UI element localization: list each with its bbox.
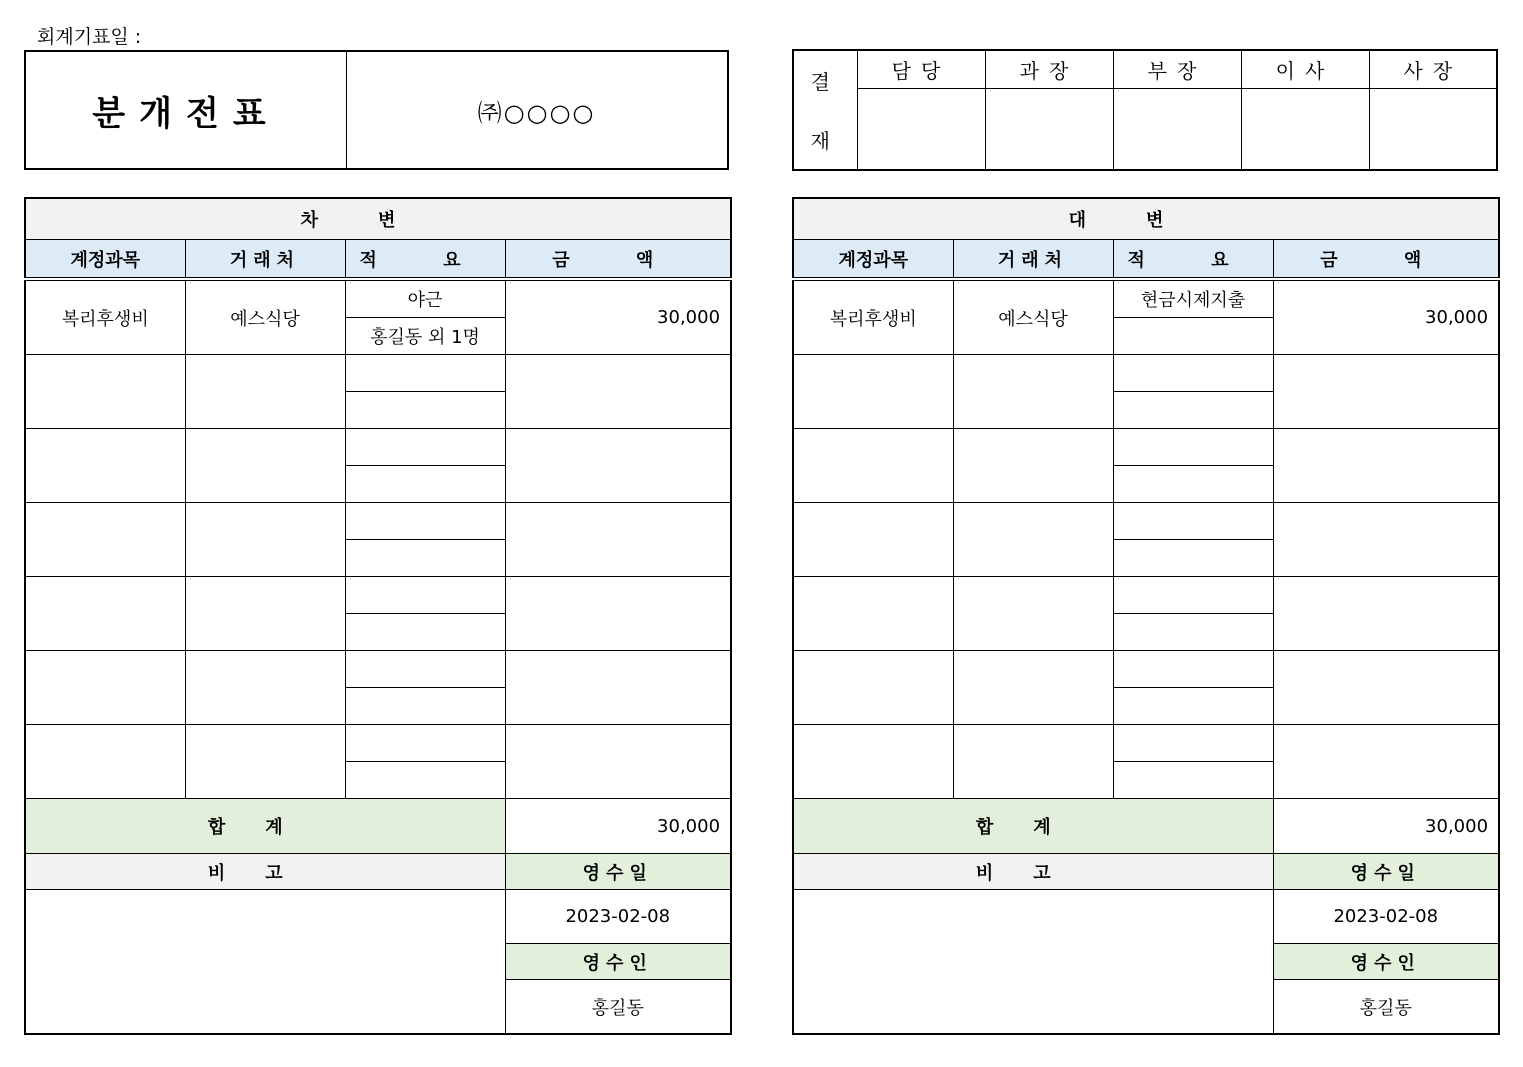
debit-row-summary[interactable] bbox=[345, 762, 505, 799]
debit-row-account[interactable] bbox=[25, 355, 185, 429]
credit-row-vendor[interactable] bbox=[953, 355, 1113, 429]
credit-memo-label: 비고 bbox=[793, 854, 1273, 890]
credit-row-vendor[interactable] bbox=[953, 725, 1113, 799]
credit-receiver[interactable]: 홍길동 bbox=[1273, 980, 1499, 1035]
credit-row1-vendor[interactable]: 예스식당 bbox=[953, 279, 1113, 355]
credit-row-amount[interactable] bbox=[1273, 503, 1499, 577]
credit-row-account[interactable] bbox=[793, 577, 953, 651]
col-amount-header: 금 액 bbox=[505, 240, 731, 280]
col-amount-header: 금 액 bbox=[1273, 240, 1499, 280]
company-name: ㈜○○○○ bbox=[477, 98, 596, 127]
credit-row-vendor[interactable] bbox=[953, 577, 1113, 651]
col-vendor-header: 거래처 bbox=[953, 240, 1113, 280]
approval-role-president: 사장 bbox=[1369, 50, 1497, 89]
credit-row-account[interactable] bbox=[793, 429, 953, 503]
credit-row-summary[interactable] bbox=[1113, 725, 1273, 762]
debit-row-summary[interactable] bbox=[345, 651, 505, 688]
debit-row-summary[interactable] bbox=[345, 503, 505, 540]
debit-row-summary[interactable] bbox=[345, 688, 505, 725]
credit-row-account[interactable] bbox=[793, 651, 953, 725]
sign-box-manager[interactable] bbox=[985, 89, 1113, 171]
credit-row-summary[interactable] bbox=[1113, 614, 1273, 651]
credit-receipt-date-label: 영수일 bbox=[1273, 854, 1499, 890]
credit-row-summary[interactable] bbox=[1113, 540, 1273, 577]
sign-box-president[interactable] bbox=[1369, 89, 1497, 171]
approval-role-director: 부장 bbox=[1113, 50, 1241, 89]
debit-row-amount[interactable] bbox=[505, 651, 731, 725]
credit-row-summary[interactable] bbox=[1113, 577, 1273, 614]
credit-row1-account[interactable]: 복리후생비 bbox=[793, 279, 953, 355]
credit-row-amount[interactable] bbox=[1273, 429, 1499, 503]
credit-row-summary[interactable] bbox=[1113, 466, 1273, 503]
debit-row-account[interactable] bbox=[25, 429, 185, 503]
debit-row-summary[interactable] bbox=[345, 466, 505, 503]
approval-role-staff: 담당 bbox=[857, 50, 985, 89]
credit-row-amount[interactable] bbox=[1273, 577, 1499, 651]
credit-total-label: 합계 bbox=[793, 799, 1273, 854]
debit-row-amount[interactable] bbox=[505, 429, 731, 503]
debit-row-summary[interactable] bbox=[345, 577, 505, 614]
accounting-date-label: 회계기표일 : bbox=[37, 26, 142, 48]
debit-row-vendor[interactable] bbox=[185, 503, 345, 577]
debit-row1-summary-1[interactable]: 야근 bbox=[345, 279, 505, 318]
credit-receiver-label: 영수인 bbox=[1273, 944, 1499, 980]
debit-row-vendor[interactable] bbox=[185, 577, 345, 651]
debit-receipt-date[interactable]: 2023-02-08 bbox=[505, 890, 731, 944]
debit-total-label: 합계 bbox=[25, 799, 505, 854]
credit-row-summary[interactable] bbox=[1113, 688, 1273, 725]
debit-row-summary[interactable] bbox=[345, 614, 505, 651]
sign-box-director[interactable] bbox=[1113, 89, 1241, 171]
debit-row1-amount[interactable]: 30,000 bbox=[505, 279, 731, 355]
credit-total-amount: 30,000 bbox=[1273, 799, 1499, 854]
credit-row1-summary-2[interactable] bbox=[1113, 318, 1273, 355]
credit-row-summary[interactable] bbox=[1113, 651, 1273, 688]
debit-row1-account[interactable]: 복리후생비 bbox=[25, 279, 185, 355]
debit-receiver[interactable]: 홍길동 bbox=[505, 980, 731, 1035]
credit-table bbox=[792, 197, 1500, 1035]
debit-row-amount[interactable] bbox=[505, 725, 731, 799]
sign-box-staff[interactable] bbox=[857, 89, 985, 171]
page-title: 분개전표 bbox=[26, 52, 347, 168]
debit-row1-summary-2[interactable]: 홍길동 외 1명 bbox=[345, 318, 505, 355]
debit-receipt-date-label: 영수일 bbox=[505, 854, 731, 890]
credit-memo-field[interactable] bbox=[793, 890, 1273, 1035]
approval-label bbox=[793, 50, 857, 170]
debit-row-summary[interactable] bbox=[345, 355, 505, 392]
credit-row-amount[interactable] bbox=[1273, 355, 1499, 429]
debit-row-summary[interactable] bbox=[345, 429, 505, 466]
approval-table bbox=[792, 49, 1498, 171]
approval-role-manager: 과장 bbox=[985, 50, 1113, 89]
debit-row-account[interactable] bbox=[25, 651, 185, 725]
debit-row-vendor[interactable] bbox=[185, 429, 345, 503]
debit-row1-vendor[interactable]: 예스식당 bbox=[185, 279, 345, 355]
debit-table bbox=[24, 197, 732, 1035]
debit-row-account[interactable] bbox=[25, 577, 185, 651]
credit-row-vendor[interactable] bbox=[953, 651, 1113, 725]
credit-row-amount[interactable] bbox=[1273, 651, 1499, 725]
credit-title: 대변 bbox=[793, 198, 1499, 240]
col-account-header: 계정과목 bbox=[793, 240, 953, 280]
debit-receiver-label: 영수인 bbox=[505, 944, 731, 980]
sign-box-executive[interactable] bbox=[1241, 89, 1369, 171]
col-summary-header: 적 요 bbox=[345, 240, 505, 280]
approval-label-top: 결 bbox=[810, 70, 840, 94]
debit-title: 차변 bbox=[25, 198, 731, 240]
credit-receipt-date[interactable]: 2023-02-08 bbox=[1273, 890, 1499, 944]
credit-row-vendor[interactable] bbox=[953, 503, 1113, 577]
credit-row-summary[interactable] bbox=[1113, 392, 1273, 429]
debit-row-summary[interactable] bbox=[345, 392, 505, 429]
debit-row-amount[interactable] bbox=[505, 577, 731, 651]
credit-row-account[interactable] bbox=[793, 725, 953, 799]
col-vendor-header: 거래처 bbox=[185, 240, 345, 280]
debit-row-vendor[interactable] bbox=[185, 651, 345, 725]
credit-row-summary[interactable] bbox=[1113, 429, 1273, 466]
debit-row-vendor[interactable] bbox=[185, 725, 345, 799]
credit-row-summary[interactable] bbox=[1113, 762, 1273, 799]
credit-row-vendor[interactable] bbox=[953, 429, 1113, 503]
col-summary-header: 적 요 bbox=[1113, 240, 1273, 280]
debit-memo-field[interactable] bbox=[25, 890, 505, 1035]
debit-total-amount: 30,000 bbox=[505, 799, 731, 854]
credit-row-summary[interactable] bbox=[1113, 355, 1273, 392]
debit-row-account[interactable] bbox=[25, 503, 185, 577]
title-box bbox=[24, 50, 729, 170]
credit-row1-amount[interactable]: 30,000 bbox=[1273, 279, 1499, 355]
credit-row-account[interactable] bbox=[793, 503, 953, 577]
debit-row-amount[interactable] bbox=[505, 503, 731, 577]
credit-row1-summary-1[interactable]: 현금시제지출 bbox=[1113, 279, 1273, 318]
debit-row-amount[interactable] bbox=[505, 355, 731, 429]
col-account-header: 계정과목 bbox=[25, 240, 185, 280]
credit-row-account[interactable] bbox=[793, 355, 953, 429]
credit-row-summary[interactable] bbox=[1113, 503, 1273, 540]
credit-row-amount[interactable] bbox=[1273, 725, 1499, 799]
debit-row-vendor[interactable] bbox=[185, 355, 345, 429]
debit-row-summary[interactable] bbox=[345, 725, 505, 762]
approval-role-executive: 이사 bbox=[1241, 50, 1369, 89]
debit-row-account[interactable] bbox=[25, 725, 185, 799]
debit-row-summary[interactable] bbox=[345, 540, 505, 577]
debit-memo-label: 비고 bbox=[25, 854, 505, 890]
approval-label-bottom: 재 bbox=[810, 129, 840, 153]
